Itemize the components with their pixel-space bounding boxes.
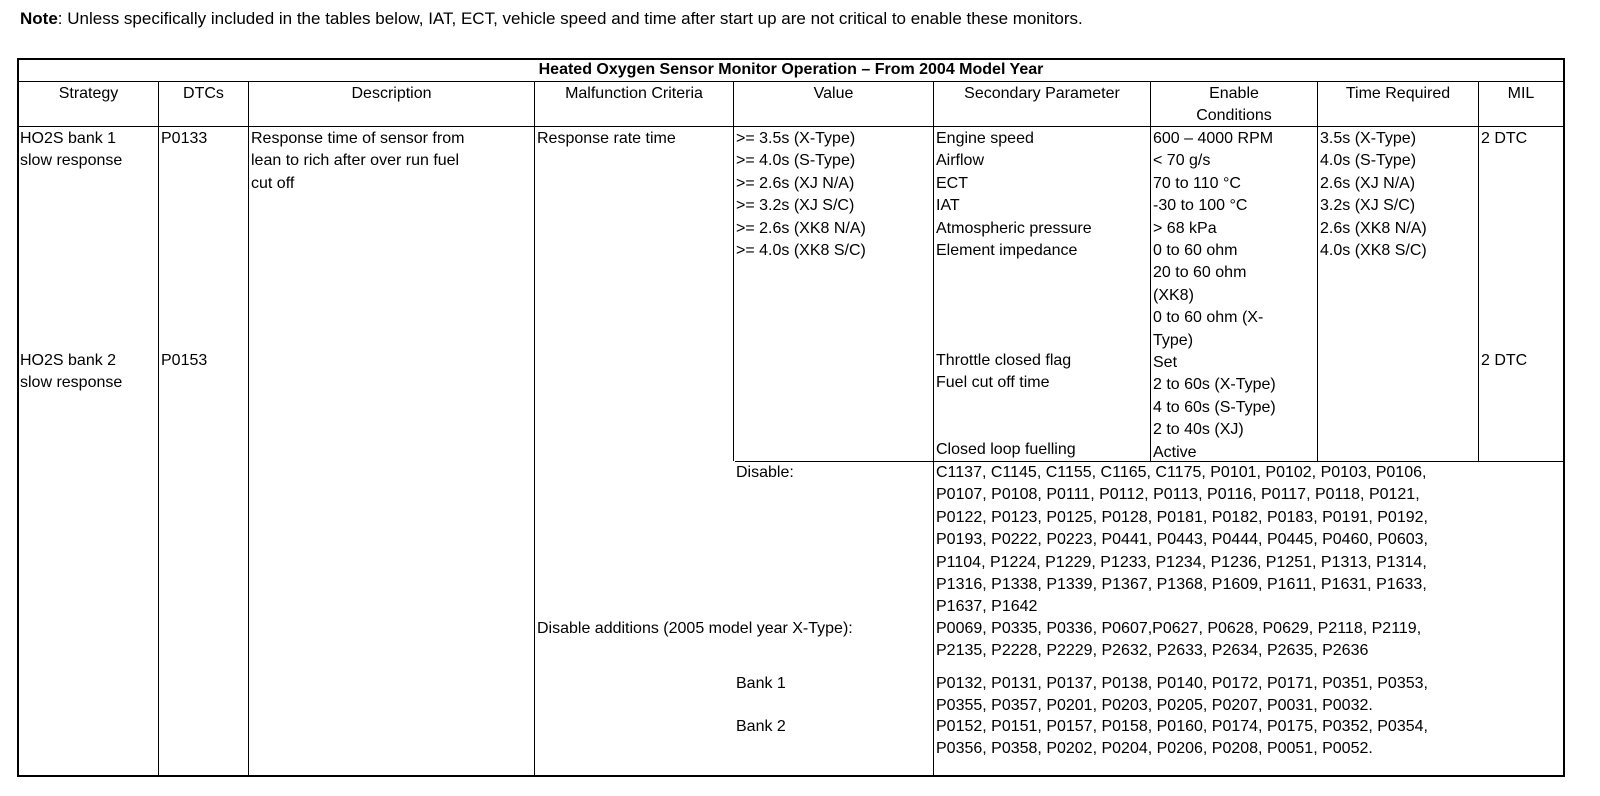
secondary-parameter-item: Engine speed: [936, 130, 1034, 147]
enable-list: [1153, 128, 1276, 464]
secondary-parameter-item: Atmospheric pressure: [936, 219, 1092, 237]
secondary-parameter-item: Element impedance: [936, 242, 1078, 260]
bank2-label: Bank 2: [736, 718, 786, 735]
secondary-parameter-item: Fuel cut off time: [936, 374, 1050, 392]
bank1-dtc-list: [936, 673, 1428, 718]
col-divider-dtcs: [248, 81, 249, 777]
header-secondary-parameter: Secondary Parameter: [964, 85, 1120, 102]
row1-mil: 2 DTC: [1481, 130, 1528, 147]
disable-dtc-list: [936, 462, 1428, 619]
bank1-label: Bank 1: [736, 675, 786, 692]
secondary-parameter-item: ECT: [936, 174, 968, 192]
header-enable-conditions: [1151, 83, 1317, 127]
value-item: >= 4.0s (XK8 S/C): [736, 242, 866, 260]
secondary-parameter-item: Airflow: [936, 152, 985, 170]
page-note: [20, 9, 1083, 29]
enable-item: > 68 kPa: [1153, 219, 1217, 237]
enable-item: -30 to 100 °C: [1153, 197, 1248, 215]
enable-item: 0 to 60 ohm (X-: [1153, 309, 1264, 327]
secondary-parameter-item: Closed loop fuelling: [936, 441, 1076, 458]
disable-additions-label: Disable additions (2005 model year X-Type):: [537, 620, 853, 637]
time-item: 4.0s (XK8 S/C): [1320, 242, 1427, 260]
enable-item: Type): [1153, 331, 1194, 349]
value-item: >= 3.2s (XJ S/C): [736, 197, 855, 215]
time-item: 2.6s (XK8 N/A): [1320, 219, 1427, 237]
header-strategy: Strategy: [58, 85, 119, 102]
table-title: Heated Oxygen Sensor Monitor Operation – From 2004 Model Year: [538, 61, 1044, 78]
header-description: Description: [351, 85, 432, 102]
col-divider-description: [534, 81, 535, 777]
enable-item: 600 – 4000 RPM: [1153, 130, 1274, 147]
note-label: Note: [20, 9, 58, 28]
row2-dtc: P0153: [161, 352, 208, 369]
col-divider-strategy: [158, 81, 159, 777]
row1-description-line-2: lean to rich after over run fuel: [251, 152, 460, 170]
row1-dtc: P0133: [161, 130, 208, 147]
time-item: 4.0s (S-Type): [1320, 152, 1417, 170]
secondary-list-b: [936, 350, 1071, 395]
bank2-dtc-list: [936, 716, 1428, 761]
secondary-list-a: [936, 128, 1092, 262]
row2-strategy-line-2: slow response: [20, 374, 123, 392]
disable-additions-list: [936, 618, 1421, 663]
enable-item: 0 to 60 ohm: [1153, 242, 1238, 260]
disable-dtc-line: P1637, P1642: [936, 598, 1038, 616]
bank2-dtc-line: P0356, P0358, P0202, P0204, P0206, P0208, P0051, P0052.: [936, 740, 1373, 758]
secondary-parameter-item: Throttle closed flag: [936, 352, 1072, 369]
col-divider-mil: [1478, 81, 1479, 461]
time-item: 3.5s (X-Type): [1320, 130, 1417, 147]
row2-strategy-line-1: HO2S bank 2: [20, 352, 117, 369]
value-item: >= 2.6s (XK8 N/A): [736, 219, 866, 237]
disable-dtc-line: P0122, P0123, P0125, P0128, P0181, P0182, P0183, P0191, P0192,: [936, 508, 1428, 526]
enable-item: 70 to 110 °C: [1153, 174, 1241, 192]
header-time-required: Time Required: [1345, 85, 1451, 102]
enable-item: Active: [1153, 443, 1197, 461]
value-item: >= 4.0s (S-Type): [736, 152, 856, 170]
row2-strategy: [20, 350, 122, 395]
disable-dtc-line: P0107, P0108, P0111, P0112, P0113, P0116, P0117, P0118, P0121,: [936, 486, 1420, 504]
col-divider-enable: [1150, 81, 1151, 461]
enable-item: 4 to 60s (S-Type): [1153, 398, 1276, 416]
row1-strategy-line-2: slow response: [20, 152, 123, 170]
time-item: 3.2s (XJ S/C): [1320, 197, 1416, 215]
enable-item: (XK8): [1153, 286, 1194, 304]
row1-malfunction-criteria: Response rate time: [537, 130, 676, 147]
col-divider-malfunction: [733, 81, 734, 461]
row1-description-line-3: cut off: [251, 174, 295, 192]
header-malfunction-criteria: Malfunction Criteria: [565, 85, 703, 102]
disable-additions-line: P0069, P0335, P0336, P0607,P0627, P0628, P0629, P2118, P2119,: [936, 620, 1422, 637]
header-dtcs: DTCs: [183, 85, 224, 102]
title-divider: [17, 81, 1565, 82]
disable-dtc-line: P0193, P0222, P0223, P0441, P0443, P0444, P0445, P0460, P0603,: [936, 531, 1428, 549]
disable-dtc-line: C1137, C1145, C1155, C1165, C1175, P0101, P0102, P0103, P0106,: [936, 464, 1427, 481]
bank1-dtc-line: P0355, P0357, P0201, P0203, P0205, P0207, P0031, P0032.: [936, 697, 1373, 715]
row1-description: [251, 128, 464, 195]
disable-additions-line: P2135, P2228, P2229, P2632, P2633, P2634, P2635, P2636: [936, 642, 1369, 660]
col-divider-time: [1317, 81, 1318, 461]
row1-strategy: [20, 128, 122, 173]
note-text: : Unless specifically included in the tables below, IAT, ECT, vehicle speed and time after start up are not critical to enable these monitors.: [57, 9, 1083, 28]
bank1-dtc-line: P0132, P0131, P0137, P0138, P0140, P0172, P0171, P0351, P0353,: [936, 675, 1428, 692]
header-enable-line-1: Enable: [1209, 85, 1259, 102]
row1-strategy-line-1: HO2S bank 1: [20, 130, 117, 147]
disable-label: Disable:: [736, 464, 794, 481]
header-mil: MIL: [1507, 85, 1535, 102]
value-list: [736, 128, 866, 262]
value-item: >= 2.6s (XJ N/A): [736, 174, 855, 192]
disable-dtc-line: P1104, P1224, P1229, P1233, P1234, P1236, P1251, P1313, P1314,: [936, 553, 1427, 571]
enable-item: 20 to 60 ohm: [1153, 264, 1247, 282]
value-item: >= 3.5s (X-Type): [736, 130, 856, 147]
header-divider: [17, 126, 1565, 127]
disable-dtc-line: P1316, P1338, P1339, P1367, P1368, P1609, P1611, P1631, P1633,: [936, 576, 1427, 594]
enable-item: 2 to 60s (X-Type): [1153, 376, 1276, 394]
enable-item: < 70 g/s: [1153, 152, 1211, 170]
row2-mil: 2 DTC: [1481, 352, 1528, 369]
col-divider-value: [933, 81, 934, 777]
enable-item: Set: [1153, 354, 1178, 372]
header-enable-line-2: Conditions: [1196, 107, 1272, 124]
time-item: 2.6s (XJ N/A): [1320, 174, 1416, 192]
bank2-dtc-line: P0152, P0151, P0157, P0158, P0160, P0174, P0175, P0352, P0354,: [936, 718, 1428, 735]
time-list: [1320, 128, 1427, 262]
enable-item: 2 to 40s (XJ): [1153, 421, 1244, 439]
row1-description-line-1: Response time of sensor from: [251, 130, 465, 147]
secondary-parameter-item: IAT: [936, 197, 960, 215]
header-value: Value: [813, 85, 854, 102]
